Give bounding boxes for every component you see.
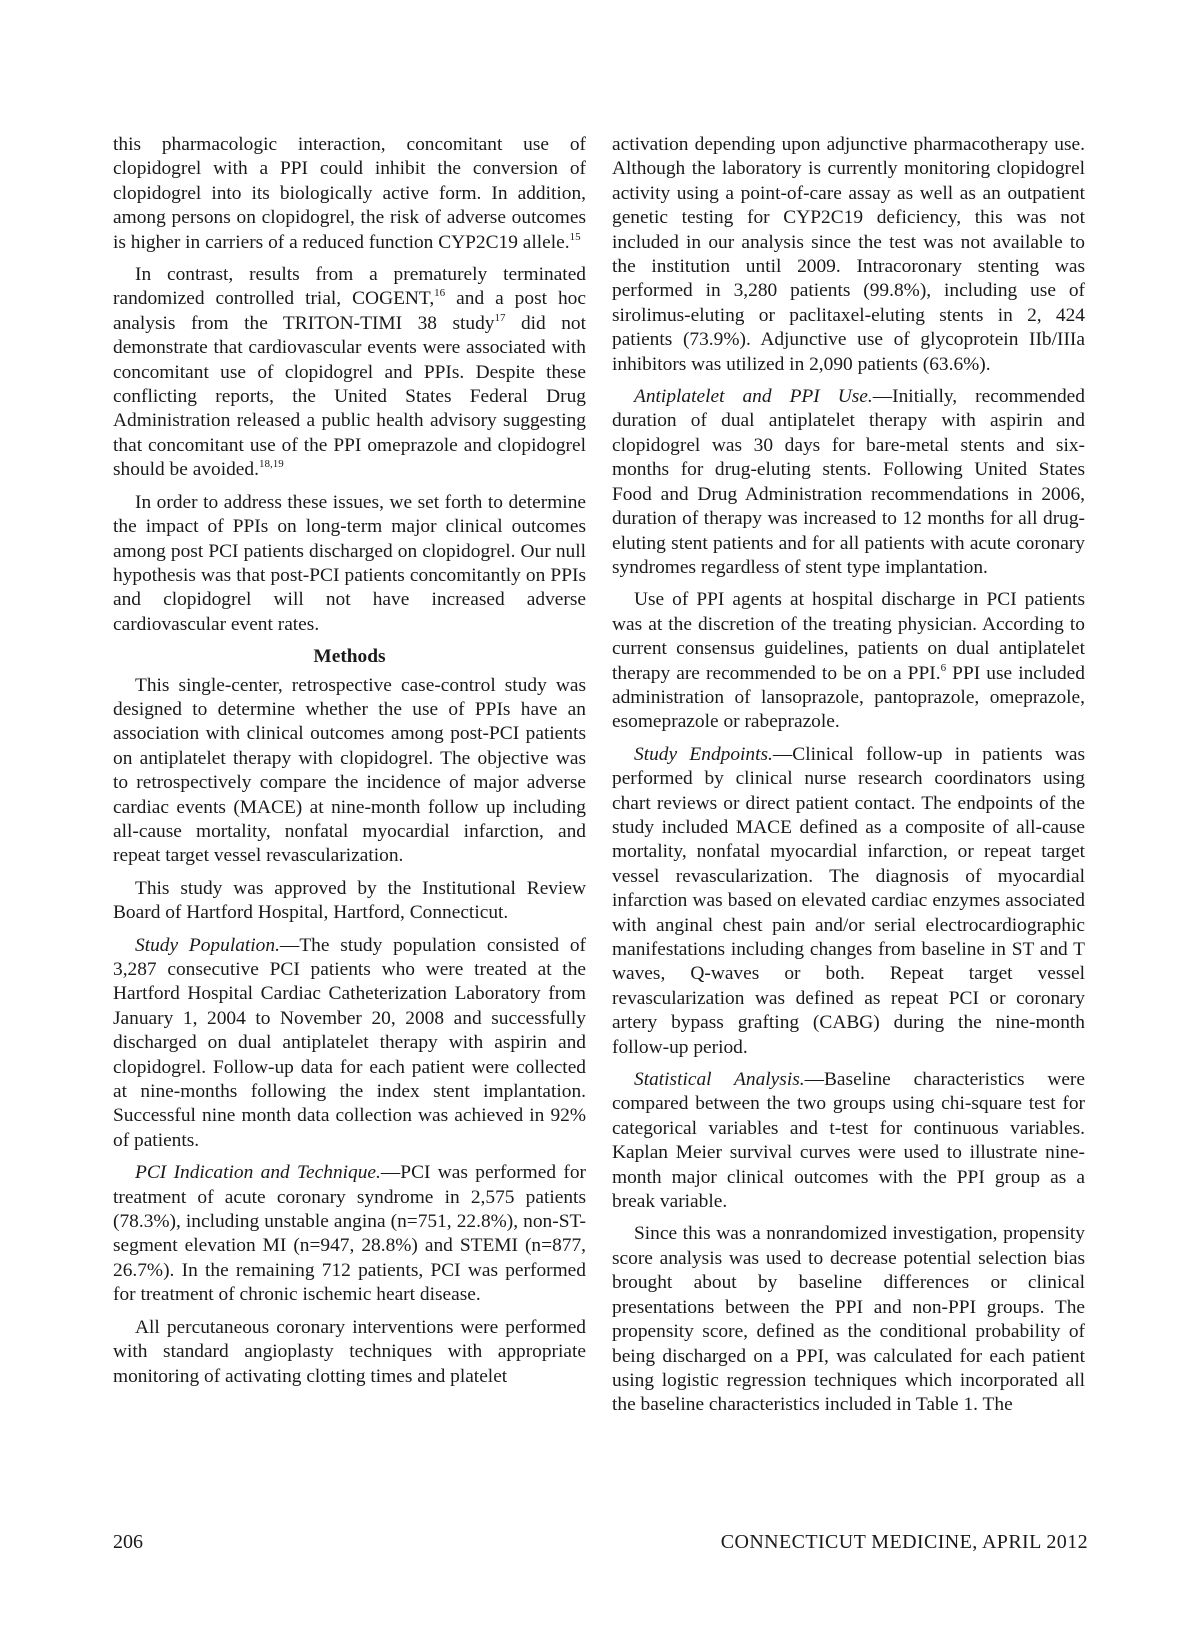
paragraph-text: —PCI was performed for treatment of acute coronary syndrome in 2,575 patients (78.3%), including unstable angina (n=751, 22.8%), non-ST-segment elevation MI (n=947, 28.8%) and STEMI (n=877, 26.7%). In the remaining 712 patients, PCI was performed for treatment of chronic ischemic heart disease.: [113, 1162, 586, 1306]
journal-footer: CONNECTICUT MEDICINE, APRIL 2012: [720, 1531, 1088, 1553]
paragraph-continuation: [113, 133, 586, 255]
citation-ref: 18,19: [258, 458, 284, 471]
subsection-title: Antiplatelet and PPI Use.: [634, 386, 873, 408]
paragraph-ppi-agents: [612, 588, 1085, 734]
paragraph-text: and a post hoc analysis from the TRITON-TIMI 38 study: [113, 288, 586, 334]
right-column: [612, 133, 1085, 1418]
subsection-title: Study Population.: [135, 934, 280, 956]
paragraph-text: In contrast, results from a prematurely terminated randomized controlled trial, COGENT,: [113, 264, 586, 310]
paragraph-interventions: All percutaneous coronary interventions were performed with standard angioplasty techniques with appropriate monitoring of activating clotting times and platelet: [113, 1316, 586, 1387]
paragraph-text: —The study population consisted of 3,287 consecutive PCI patients who were treated at the Hartford Hospital Cardiac Catheterization Laboratory from January 1, 2004 to November 20, 2008 and successfully discharged on dual antiplatelet therapy with aspirin and clopidogrel. Follow-up data for each patient were collected at nine-months following the index stent implantation. Successful nine month data collection was achieved in 92% of patients.: [113, 934, 586, 1151]
citation-ref: 6: [940, 661, 947, 674]
section-heading-methods: Methods: [313, 646, 386, 668]
paragraph-pci-indication: [113, 1161, 586, 1307]
paragraph-irb: This study was approved by the Institutional Review Board of Hartford Hospital, Hartford, Connecticut.: [113, 877, 586, 924]
paragraph-text: did not demonstrate that cardiovascular events were associated with concomitant use of clopidogrel and PPIs. Despite these conflicting reports, the United States Federal Drug Administration released a public health advisory suggesting that concomitant use of the PPI omeprazole and clopidogrel should be avoided.: [113, 312, 586, 481]
paragraph-statistics: [612, 1068, 1085, 1214]
paragraph-text: —Clinical follow-up in patients was performed by clinical nurse research coordinators using chart reviews or direct patient contact. The endpoints of the study included MACE defined as a composite of all-cause mortality, nonfatal myocardial infarction, or repeat target vessel revascularization. The diagnosis of myocardial infarction was based on elevated cardiac enzymes associated with anginal chest pain and/or serial electrocardiographic manifestations including changes from baseline in ST and T waves, Q-waves or both. Repeat target vessel revascularization was defined as repeat PCI or coronary artery bypass grafting (CABG) during the nine-month follow-up period.: [612, 743, 1086, 1058]
paragraph-endpoints: [612, 743, 1085, 1060]
left-column: [113, 133, 586, 1389]
paragraph-study-population: [113, 934, 586, 1154]
paragraph-text: —Baseline characteristics were compared between the two groups using chi-square test for categorical variables and t-test for continuous variables. Kaplan Meier survival curves were used to illustrate nine-month major clinical outcomes with the PPI group as a break variable.: [612, 1069, 1085, 1213]
page-number: 206: [113, 1531, 143, 1553]
citation-ref: 16: [434, 287, 446, 300]
subsection-title: Study Endpoints.: [634, 743, 773, 765]
paragraph-study-design: This single-center, retrospective case-control study was designed to determine whether the use of PPIs have an association with clinical outcomes among post-PCI patients on antiplatelet therapy with clopidogrel. The objective was to retrospectively compare the incidence of major adverse cardiac events (MACE) at nine-month follow up including all-cause mortality, nonfatal myocardial infarction, and repeat target vessel revascularization.: [113, 674, 586, 867]
paragraph-antiplatelet: [612, 385, 1085, 580]
subsection-title: Statistical Analysis.: [634, 1069, 805, 1091]
paragraph-continuation: activation depending upon adjunctive pharmacotherapy use. Although the laboratory is currently monitoring clopidogrel activity using a point-of-care assay as well as an outpatient genetic testing for CYP2C19 deficiency, this was not included in our analysis since the test was not available to the institution until 2009. Intracoronary stenting was performed in 3,280 patients (99.8%), including use of sirolimus-eluting or paclitaxel-eluting stents in 2, 424 patients (73.9%). Adjunctive use of glycoprotein IIb/IIIa inhibitors was utilized in 2,090 patients (63.6%).: [612, 134, 1085, 375]
citation-ref: 15: [569, 230, 581, 243]
citation-ref: 17: [494, 311, 506, 324]
paragraph-text: this pharmacologic interaction, concomitant use of clopidogrel with a PPI could inhibit the conversion of clopidogrel into its biologically active form. In addition, among persons on clopidogrel, the risk of adverse outcomes is higher in carriers of a reduced function CYP2C19 allele.: [113, 134, 586, 253]
paragraph-hypothesis: In order to address these issues, we set forth to determine the impact of PPIs on long-term major clinical outcomes among post PCI patients discharged on clopidogrel. Our null hypothesis was that post-PCI patients concomitantly on PPIs and clopidogrel will not have increased adverse cardiovascular event rates.: [113, 491, 586, 635]
paragraph-cogent: [113, 263, 586, 483]
paragraph-text: Use of PPI agents at hospital discharge in PCI patients was at the discretion of the treating physician. According to current consensus guidelines, patients on dual antiplatelet therapy are recommended to be on a PPI.: [612, 589, 1085, 684]
paragraph-text: PPI use included administration of lansoprazole, pantoprazole, omeprazole, esomeprazole or rabeprazole.: [612, 662, 1085, 733]
paragraph-propensity: Since this was a nonrandomized investigation, propensity score analysis was used to decrease potential selection bias brought about by baseline differences or clinical presentations between the PPI and non-PPI groups. The propensity score, defined as the conditional probability of being discharged on a PPI, was calculated for each patient using logistic regression techniques which incorporated all the baseline characteristics included in Table 1. The: [612, 1223, 1085, 1416]
paragraph-text: —Initially, recommended duration of dual antiplatelet therapy with aspirin and clopidogrel was 30 days for bare-metal stents and six-months for drug-eluting stents. Following United States Food and Drug Administration recommendations in 2006, duration of therapy was increased to 12 months for all drug-eluting stent patients and for all patients with acute coronary syndromes regardless of stent type implantation.: [612, 386, 1085, 578]
subsection-title: PCI Indication and Technique.: [135, 1162, 381, 1184]
